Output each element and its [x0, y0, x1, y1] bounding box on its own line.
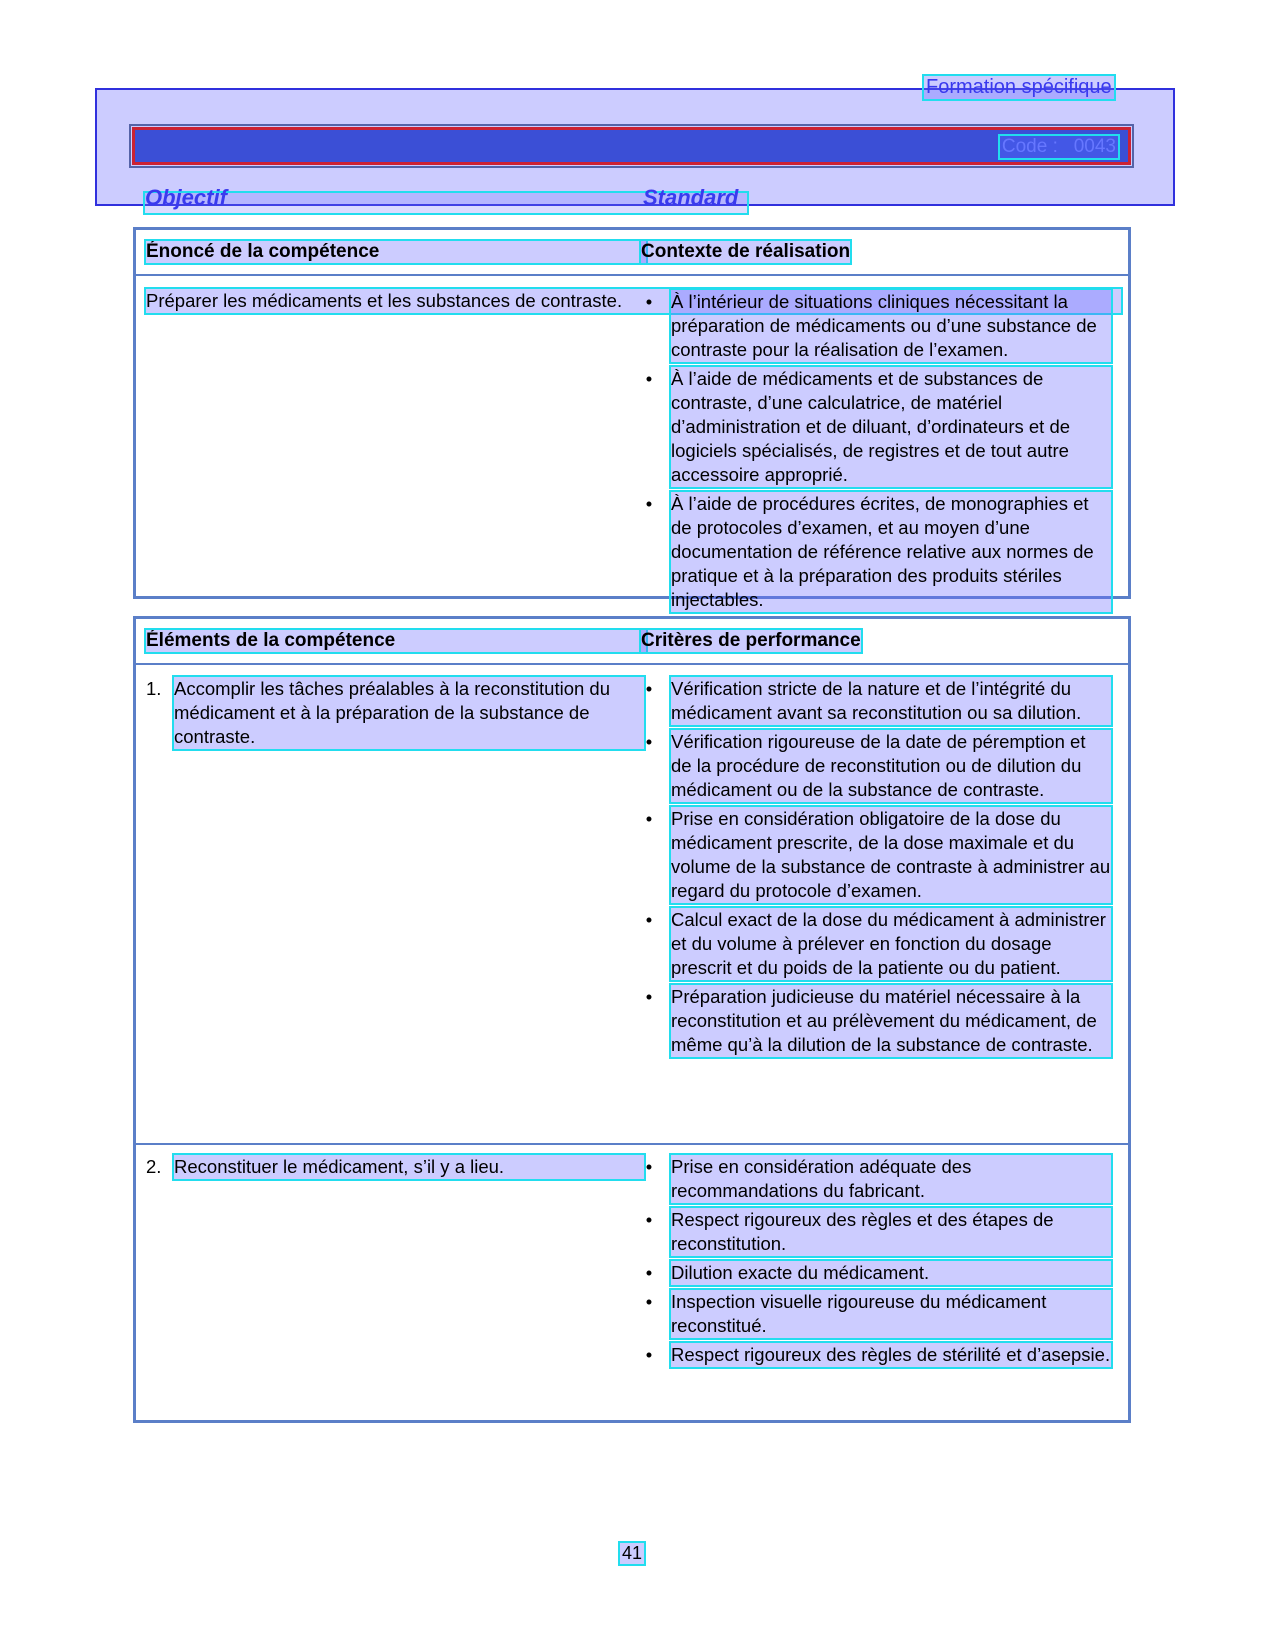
bullet-icon: •	[645, 1209, 653, 1230]
list-item-text: Préparation judicieuse du matériel nécessaire à la reconstitution et au prélèvement du médicament, de même qu’à la dilution de la substance de contraste.	[671, 985, 1111, 1057]
code-bar	[132, 127, 1131, 165]
bullet-icon: •	[645, 1344, 653, 1365]
list-item	[641, 1261, 1111, 1285]
list-item-text: Prise en considération obligatoire de la dose du médicament prescrite, de la dose maximale et du volume de la substance de contraste à administrer au regard du protocole d’examen.	[671, 808, 1111, 901]
list-item-text: Calcul exact de la dose du médicament à administrer et du volume à prélever en fonction du dosage prescrit et du poids de la patiente ou du patient.	[671, 908, 1111, 980]
element-row-2	[136, 1145, 1128, 1415]
list-item	[641, 1155, 1111, 1203]
bullet-icon: •	[645, 291, 653, 312]
criteres-list	[641, 677, 1111, 1062]
bullet-icon: •	[645, 1262, 653, 1283]
contexte-heading: Contexte de réalisation	[641, 241, 851, 262]
code-value: 0043	[1073, 136, 1116, 157]
element-text: Accomplir les tâches préalables à la reconstitution du médicament et à la préparation de la substance de contraste.	[174, 677, 644, 749]
bullet-icon: •	[645, 678, 653, 699]
bullet-icon: •	[645, 986, 653, 1007]
list-item	[641, 367, 1111, 487]
elements-table-header	[136, 619, 1128, 665]
list-item	[641, 1343, 1111, 1367]
enonce-table-header	[136, 230, 1128, 276]
element-text: Reconstituer le médicament, s’il y a lieu.	[174, 1155, 644, 1179]
criteres-heading: Critères de performance	[641, 630, 861, 651]
list-item	[641, 492, 1111, 612]
code-label	[1000, 136, 1118, 158]
list-item-text: Vérification rigoureuse de la date de péremption et de la procédure de reconstitution ou de dilution du médicament ou de la substance de contraste.	[671, 730, 1111, 802]
code-label-text: Code :	[1001, 136, 1058, 157]
element-row-1	[136, 665, 1128, 1145]
bullet-icon: •	[645, 368, 653, 389]
list-item-text: Vérification stricte de la nature et de l’intégrité du médicament avant sa reconstitution ou sa dilution.	[671, 677, 1111, 725]
list-item	[641, 1208, 1111, 1256]
criteres-list	[641, 1155, 1111, 1372]
bullet-icon: •	[645, 731, 653, 752]
list-item	[641, 730, 1111, 802]
list-item-text: À l’aide de médicaments et de substances de contraste, d’une calculatrice, de matériel d’administration et de diluant, d’ordinateurs et de logiciels spécialisés, de registres et de tout autre accessoire approprié.	[671, 367, 1111, 487]
list-item	[641, 807, 1111, 903]
bullet-icon: •	[645, 1291, 653, 1312]
list-item-text: Dilution exacte du médicament.	[671, 1261, 1111, 1285]
standard-heading: Standard	[643, 185, 739, 210]
element-number: 2.	[146, 1156, 162, 1177]
enonce-table	[133, 227, 1131, 610]
list-item	[641, 1290, 1111, 1338]
list-item	[641, 908, 1111, 980]
list-item-text: À l’aide de procédures écrites, de monographies et de protocoles d’examen, et au moyen d’une documentation de référence relative aux normes de pratique et à la préparation des produits stériles injectables.	[671, 492, 1111, 612]
bullet-icon: •	[645, 909, 653, 930]
list-item-text: Prise en considération adéquate des recommandations du fabricant.	[671, 1155, 1111, 1203]
element-number: 1.	[146, 678, 162, 699]
list-item	[641, 677, 1111, 725]
bullet-icon: •	[645, 1156, 653, 1177]
enonce-text: Préparer les médicaments et les substances de contraste.	[146, 289, 1121, 313]
bullet-icon: •	[645, 493, 653, 514]
enonce-heading: Énoncé de la compétence	[146, 241, 646, 263]
enonce-row	[136, 276, 1128, 610]
list-item-text: À l’intérieur de situations cliniques nécessitant la préparation de médicaments ou d’une substance de contraste pour la réalisation de l’examen.	[671, 290, 1111, 362]
list-item	[641, 290, 1111, 362]
bullet-icon: •	[645, 808, 653, 829]
list-item-text: Respect rigoureux des règles de stérilité et d’asepsie.	[671, 1344, 1111, 1365]
contexte-list	[641, 290, 1111, 617]
list-item	[641, 985, 1111, 1057]
page-number: 41	[622, 1543, 643, 1563]
list-item-text: Inspection visuelle rigoureuse du médicament reconstitué.	[671, 1290, 1111, 1338]
elements-heading: Éléments de la compétence	[146, 630, 646, 652]
formation-title: Formation spécifique	[926, 76, 1112, 98]
elements-table	[133, 616, 1131, 1423]
objectif-heading: Objectif	[145, 185, 227, 210]
list-item-text: Respect rigoureux des règles et des étapes de reconstitution.	[671, 1208, 1111, 1256]
